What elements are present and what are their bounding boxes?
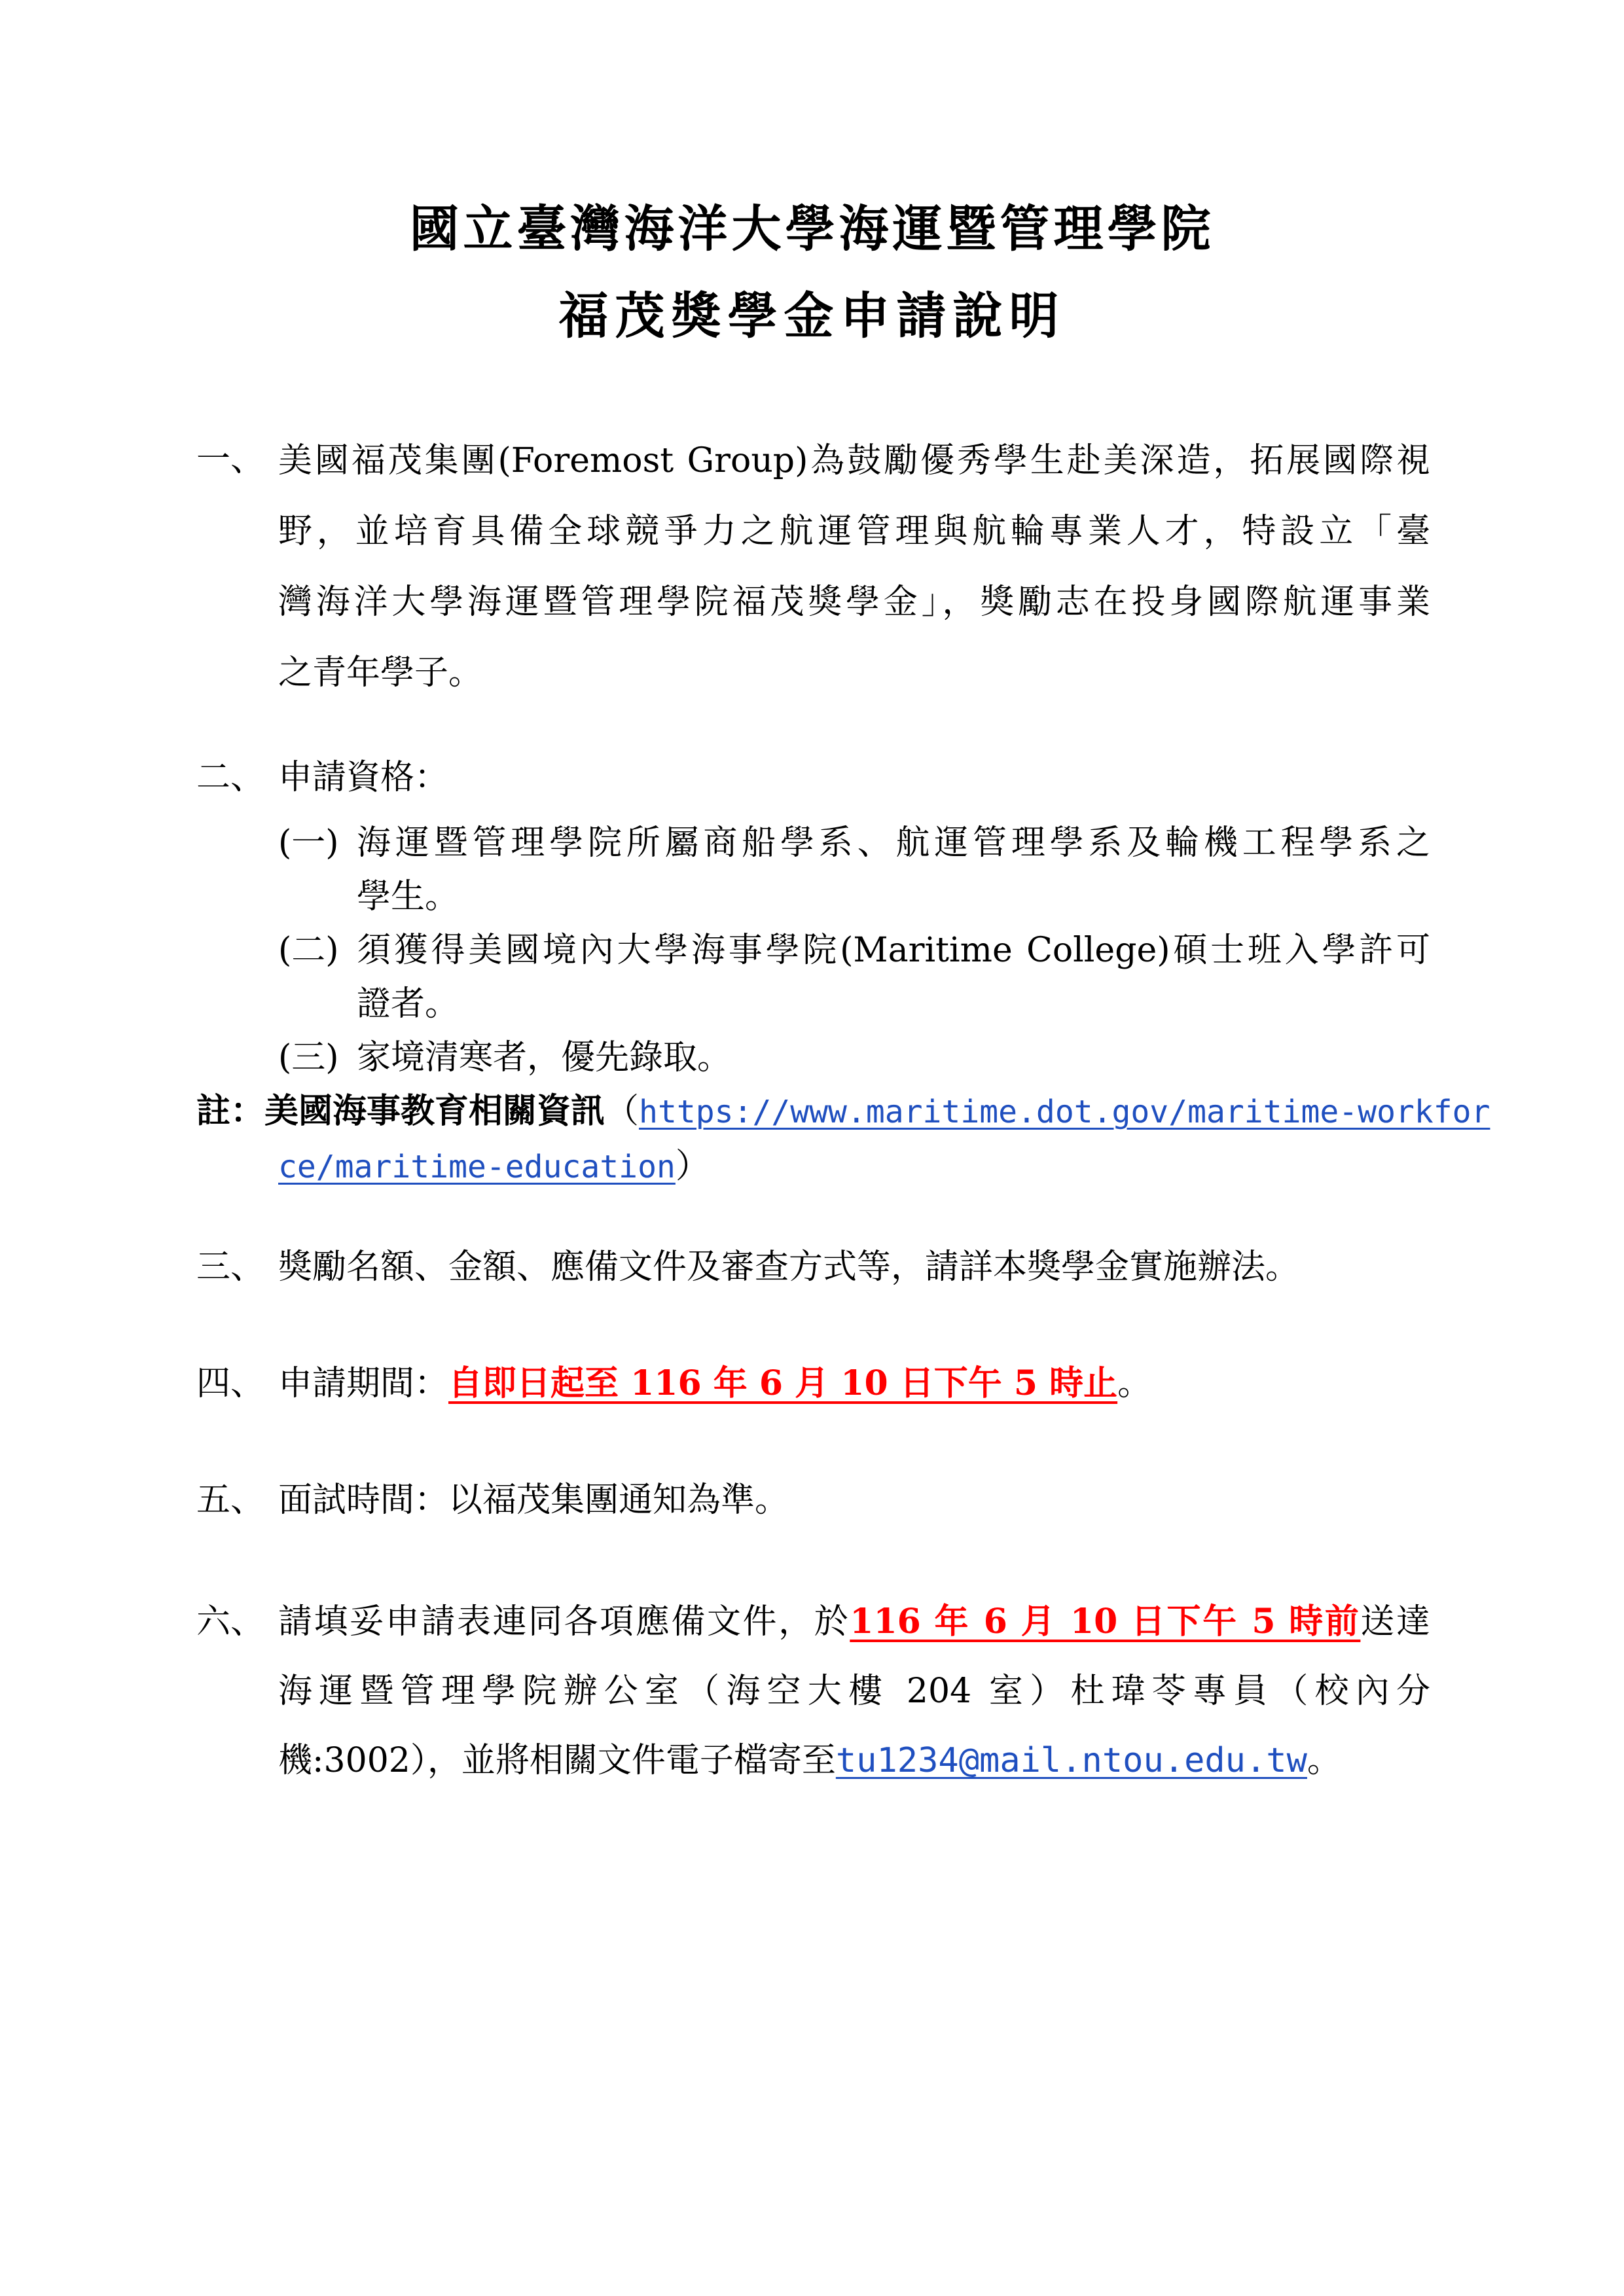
document-title-line2: 福茂獎學金申請說明 <box>558 287 1066 345</box>
section2-item2-line2: 證者。 <box>357 984 460 1024</box>
section2-heading: 申請資格： <box>278 758 449 797</box>
section6-line3-suffix: 。 <box>1307 1741 1341 1780</box>
note-url-link-continued[interactable]: ce/maritime-education <box>278 1149 676 1185</box>
section6-number: 六、 <box>196 1602 265 1641</box>
section1-line: 之青年學子。 <box>278 653 483 692</box>
section1-number: 一、 <box>196 440 265 479</box>
section2-number: 二、 <box>196 758 265 797</box>
deadline-highlight: 116 年 6 月 10 日下午 5 時前 <box>850 1602 1361 1641</box>
section6-line2: 海運暨管理學院辦公室（海空大樓 204 室）杜瑋苓專員（校內分 <box>278 1672 1430 1711</box>
section1-line: 灣海洋大學海運暨管理學院福茂獎學金」，獎勵志在投身國際航運事業 <box>278 583 1430 622</box>
section1-line: 美國福茂集團(Foremost Group)為鼓勵優秀學生赴美深造，拓展國際視 <box>278 441 1430 480</box>
section6-line3-prefix: 機:3002），並將相關文件電子檔寄至 <box>278 1741 836 1780</box>
section4-number: 四、 <box>196 1364 265 1403</box>
section2-item2-label: (二) <box>278 931 339 970</box>
section2-item3-line1: 家境清寒者，優先錄取。 <box>357 1038 732 1077</box>
section4-text <box>278 1363 1152 1403</box>
document-title-line1: 國立臺灣海洋大學海運暨管理學院 <box>409 200 1215 258</box>
section2-item2-line1: 須獲得美國境內大學海事學院(Maritime College)碩士班入學許可 <box>357 931 1430 970</box>
section6-line1-prefix: 請填妥申請表連同各項應備文件，於 <box>278 1602 850 1641</box>
section1-line: 野，並培育具備全球競爭力之航運管理與航輪專業人才，特設立「臺 <box>278 512 1430 551</box>
note-label: 註： <box>196 1091 265 1131</box>
section1-body <box>278 425 1430 708</box>
section4-prefix: 申請期間： <box>278 1364 449 1403</box>
application-period-highlight: 自即日起至 116 年 6 月 10 日下午 5 時止 <box>448 1363 1118 1403</box>
note-line2 <box>278 1147 710 1186</box>
section5-number: 五、 <box>196 1480 265 1520</box>
section2-item1-line2: 學生。 <box>357 877 460 916</box>
section2-item3-label: (三) <box>278 1038 339 1077</box>
section2-item1-label: (一) <box>278 823 339 863</box>
note-line1 <box>196 1091 1490 1131</box>
note-open-paren: （ <box>605 1092 640 1131</box>
section2-item1-line1: 海運暨管理學院所屬商船學系、航運管理學系及輪機工程學系之 <box>357 823 1430 863</box>
contact-email-link[interactable]: tu1234@mail.ntou.edu.tw <box>835 1741 1307 1780</box>
section3-number: 三、 <box>196 1247 265 1287</box>
note-close-paren: ） <box>675 1147 710 1186</box>
note-url-link[interactable]: https://www.maritime.dot.gov/maritime-workfor <box>639 1094 1490 1130</box>
section6-line1 <box>278 1602 1430 1641</box>
section4-suffix: 。 <box>1117 1364 1152 1403</box>
section5-text: 面試時間：以福茂集團通知為準。 <box>278 1480 789 1520</box>
section3-text: 獎勵名額、金額、應備文件及審查方式等，請詳本獎學金實施辦法。 <box>278 1247 1300 1287</box>
section6-line3 <box>278 1741 1341 1780</box>
note-title: 美國海事教育相關資訊 <box>264 1091 605 1131</box>
section6-line1-suffix: 送達 <box>1360 1602 1430 1641</box>
